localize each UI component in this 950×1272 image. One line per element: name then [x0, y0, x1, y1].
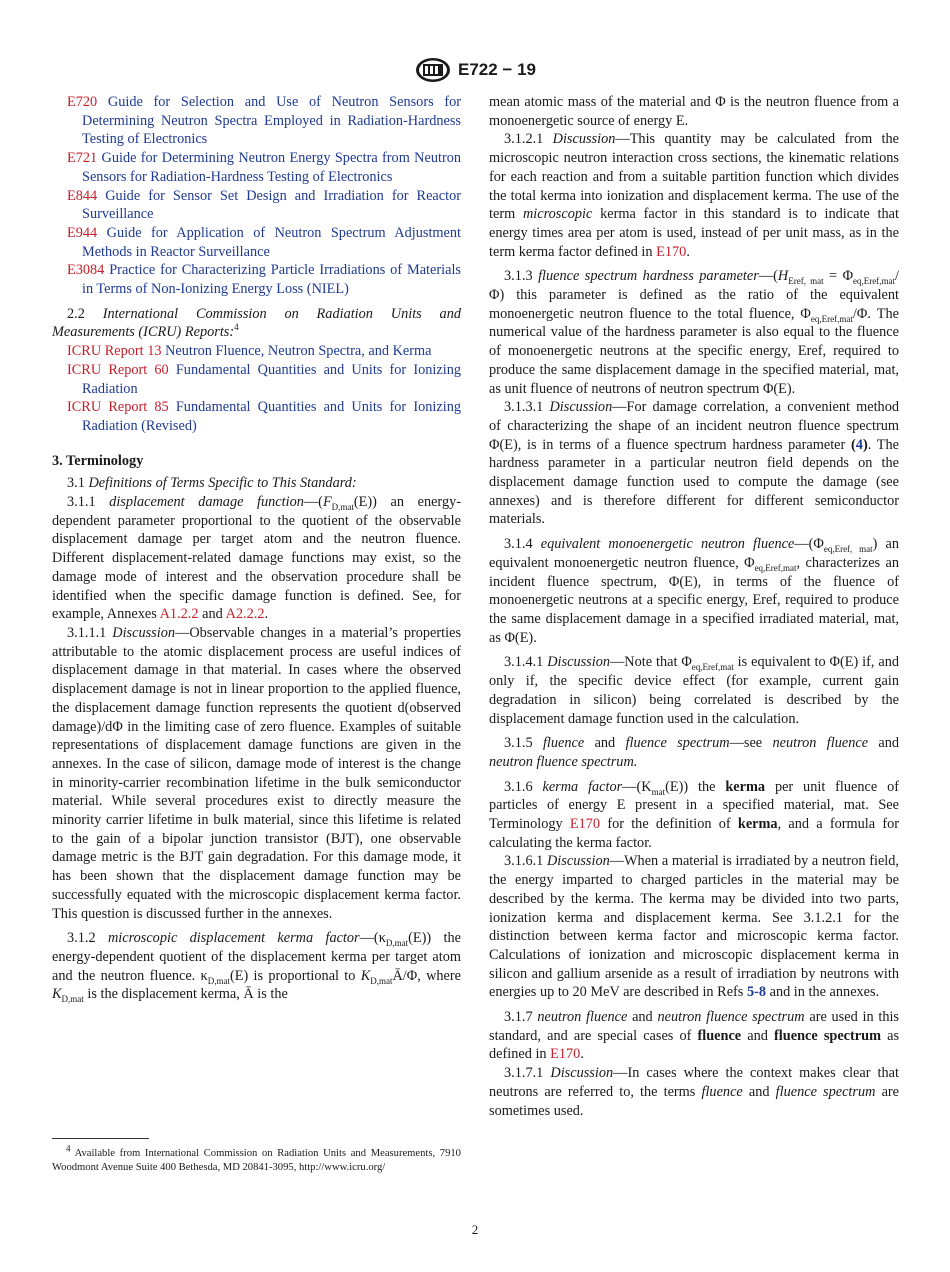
discussion-paragraph: 3.1.6.1 Discussion—When a material is irradiated by a neutron field, the energy imparted to charged particles in the material may be described by the kerma. The kerma may be divided into two parts, ionization kerma and displacement kerma. See 3.1.2.1 for the distinction between kerma factor and microscopic kerma factor. Calculations of ionization and microscopic displacement kerma in silicon and gallium arsenide as a result of irradiation by neutrons with energies up to 20 MeV are described in Refs 5-8 and in the annexes.: [489, 853, 899, 1001]
standard-link[interactable]: E170: [569, 816, 601, 833]
icru-report-title-link[interactable]: Fundamental Quantities and Units for Ionizing Radiation: [82, 361, 462, 397]
astm-logo-icon: [414, 57, 452, 83]
standard-link[interactable]: E170: [550, 1046, 581, 1063]
icru-subsection: 2.2 International Commission on Radiation Units and Measurements (ICRU) Reports:$^4$: [52, 305, 461, 341]
discussion-paragraph: 3.1.7.1 Discussion—In cases where the context makes clear that neutrons are referred to, the terms fluence and fluence spectrum are sometimes used.: [489, 1065, 900, 1119]
icru-report-item: [52, 398, 461, 435]
definition-paragraph: 3.1.4 equivalent monoenergetic neutron $fluence—(\Phi_{eq,Eref, mat})$ an equivalent monoenergetic neutron fluence, $\Phi_{eq,Eref,mat}$, characterizes an incident fluence spectrum, Φ(E), in terms of the fluence of monoenergetic neutrons at a specific energy, Eref, required to produce the same displacement damage in a specified irradiated material, mat, as Φ(E).: [489, 536, 899, 646]
page-header: [0, 55, 950, 85]
definition-paragraph: 3.1.5 fluence and fluence spectrum—see neutron fluence and neutron fluence spectrum.: [489, 735, 900, 770]
definition-paragraph: 3.1.7 neutron fluence and neutron fluence spectrum are used in this standard, and are special cases of fluence and fluence spectrum as defined in E170.: [489, 1009, 900, 1063]
annex-link[interactable]: A1.2.2: [159, 606, 199, 623]
reference-title-link[interactable]: Guide for Selection and Use of Neutron Sensors for Determining Neutron Spectra Employed in Radiation-Hardness Testing of Electronics: [82, 94, 461, 148]
reference-title-link[interactable]: Guide for Sensor Set Design and Irradiation for Reactor Surveillance: [82, 187, 461, 223]
reference-title-link[interactable]: Guide for Application of Neutron Spectrum Adjustment Methods in Reactor Surveillance: [82, 224, 461, 260]
reference-code-link[interactable]: E720: [67, 94, 98, 110]
definition-paragraph: 3.1.2 microscopic displacement kerma $factor—(\kappa_{D,mat}(E))$ the energy-dependent quotient of the displacement kerma per target atom and the neutron fluence. $\kappa_{D,mat}(E)$ is proportional to $K_{D,mat}Ā/\Phi$, where $K_{D,mat}$ is the displacement kerma, Ā is the: [52, 930, 462, 1005]
reference-code-link[interactable]: E844: [67, 187, 98, 204]
right-column: [489, 93, 899, 1120]
icru-report-code-link[interactable]: ICRU Report 13: [67, 343, 162, 360]
definition-paragraph: 3.1.6 kerma $factor—(K_{mat}(E))$ the kerma per unit fluence of particles of energy E present in a specified material, mat. See Terminology E170 for the definition of kerma, and a formula for calculating the kerma factor.: [489, 778, 900, 851]
discussion-paragraph: 3.1.1.1 Discussion—Observable changes in a material’s properties attributable to the atomic displacement process are useful indices of displacement damage in that material. In cases where the observed displacement damage is not in linear proportion to the applied fluence, the displacement damage function represents the quotient d(observed damage)/dΦ in the limiting case of zero fluence. Examples of suitable representations of displacement damage functions are given in the annexes. In the case of silicon, damage mode of interest is the change in minority-carrier recombination lifetime in the bulk semiconductor material. While several procedures exist to directly measure the minority carrier lifetime in bulk material, since this lifetime is related to the gain of a bipolar junction transistor (BJT), one observable damage metric is the BJT gain degradation. For this damage mode, it has been shown that the displacement damage function may be successfully equated with the microscopic displacement kerma factor. This question is discussed further in the annexes.: [52, 624, 462, 922]
reference-code-link[interactable]: E721: [67, 150, 98, 167]
annex-link[interactable]: A2.2.2: [225, 606, 265, 623]
footnote: [52, 1143, 461, 1175]
icru-report-code-link[interactable]: ICRU Report 60: [67, 361, 169, 378]
reference-title-link[interactable]: Guide for Determining Neutron Energy Spectra from Neutron Sensors for Radiation-Hardness Testing of Electronics: [82, 150, 461, 185]
definition-paragraph: 3.1.3 fluence spectrum hardness $parameter—(H_{Eref, mat} = \Phi_{eq,Eref,mat}/\Phi)$ this parameter is defined as the ratio of the equivalent monoenergetic neutron fluence to the total fluence, $\Phi_{eq,Eref,mat}/\Phi$. The numerical value of the hardness parameter is also equal to the fluence of monoenergetic neutrons at the specific energy, Eref, required to produce the same displacement damage in the specified material, mat, as unit fluence of neutrons of neutron spectrum Φ(E).: [489, 268, 900, 397]
reference-code-link[interactable]: E3084: [67, 262, 105, 279]
definition-paragraph: 3.1.1 displacement damage $function—(F_{D,mat}(E))$ an energy-dependent parameter proportional to the quotient of the observable displacement damage per target atom and the neutron fluence. Different displacement-related damage functions may exist, so the damage mode of interest and the observation procedure shall be identified when the specific damage function is defined. See, for example, Annexes A1.2.2 and A2.2.2.: [52, 494, 461, 623]
definition-continuation: mean atomic mass of the material and Φ is the neutron fluence from a monoenergetic source of energy E.: [489, 94, 899, 129]
reference-item: [52, 187, 461, 224]
reference-item: [52, 93, 461, 149]
footnote-marker: 4: [66, 1143, 71, 1154]
standard-designation: E722 − 19: [458, 60, 536, 79]
icru-report-title-link[interactable]: Fundamental Quantities and Units for Ionizing Radiation (Revised): [82, 399, 462, 434]
discussion-paragraph: 3.1.4.1 Discussion—Note that $\Phi_{eq,Eref,mat}$ is equivalent to Φ(E) if, and only if, the specific device effect (for example, current gain degradation in silicon) being correlated is described by the displacement damage function used in the calculation.: [489, 654, 900, 727]
subsection-heading: 3.1 Definitions of Terms Specific to This Standard:: [67, 475, 357, 492]
left-column: [52, 93, 461, 1004]
section-heading: 3. Terminology: [52, 452, 144, 469]
reference-item: [52, 224, 461, 261]
reference-code-link[interactable]: E944: [67, 224, 98, 241]
reference-number-link[interactable]: 4: [855, 436, 863, 453]
reference-item: [52, 149, 461, 186]
standard-link[interactable]: E170: [656, 243, 687, 260]
footnote-marker: 4: [234, 322, 239, 333]
reference-item: [52, 261, 461, 298]
discussion-paragraph: 3.1.3.1 Discussion—For damage correlation, a convenient method of characterizing the shape of an incident neutron fluence spectrum Φ(E), is in terms of a fluence spectrum hardness parameter (4). The hardness parameter in a particular neutron field depends on the displacement damage function used to compute the damage (see annexes) and is therefore different for different semiconductor materials.: [489, 399, 900, 528]
icru-report-code-link[interactable]: ICRU Report 85: [67, 399, 169, 416]
footnote-divider: [52, 1138, 149, 1139]
icru-report-title-link[interactable]: Neutron Fluence, Neutron Spectra, and Kerma: [165, 343, 432, 360]
reference-number-link[interactable]: 5-8: [746, 984, 767, 1001]
reference-title-link[interactable]: Practice for Characterizing Particle Irradiations of Materials in Terms of Non-Ionizing Energy Loss (NIEL): [82, 262, 461, 298]
discussion-paragraph: 3.1.2.1 Discussion—This quantity may be calculated from the microscopic neutron interaction cross sections, the kinematic relations for each reaction and from a suitable partition function which divides the total kerma into ionization and displacement kerma. The use of the term microscopic kerma factor in this standard is to indicate that energy times area per atom is used, instead of per unit mass, as in the term kerma factor defined in E170.: [489, 131, 899, 260]
icru-report-item: [52, 342, 461, 361]
icru-report-item: [52, 361, 461, 398]
footnote-text: Available from International Commission on Radiation Units and Measurements, 7910 Woodmont Avenue Suite 400 Bethesda, MD 20841-3095, http://www.icru.org/: [52, 1148, 461, 1173]
page-number: 2: [471, 1222, 479, 1237]
